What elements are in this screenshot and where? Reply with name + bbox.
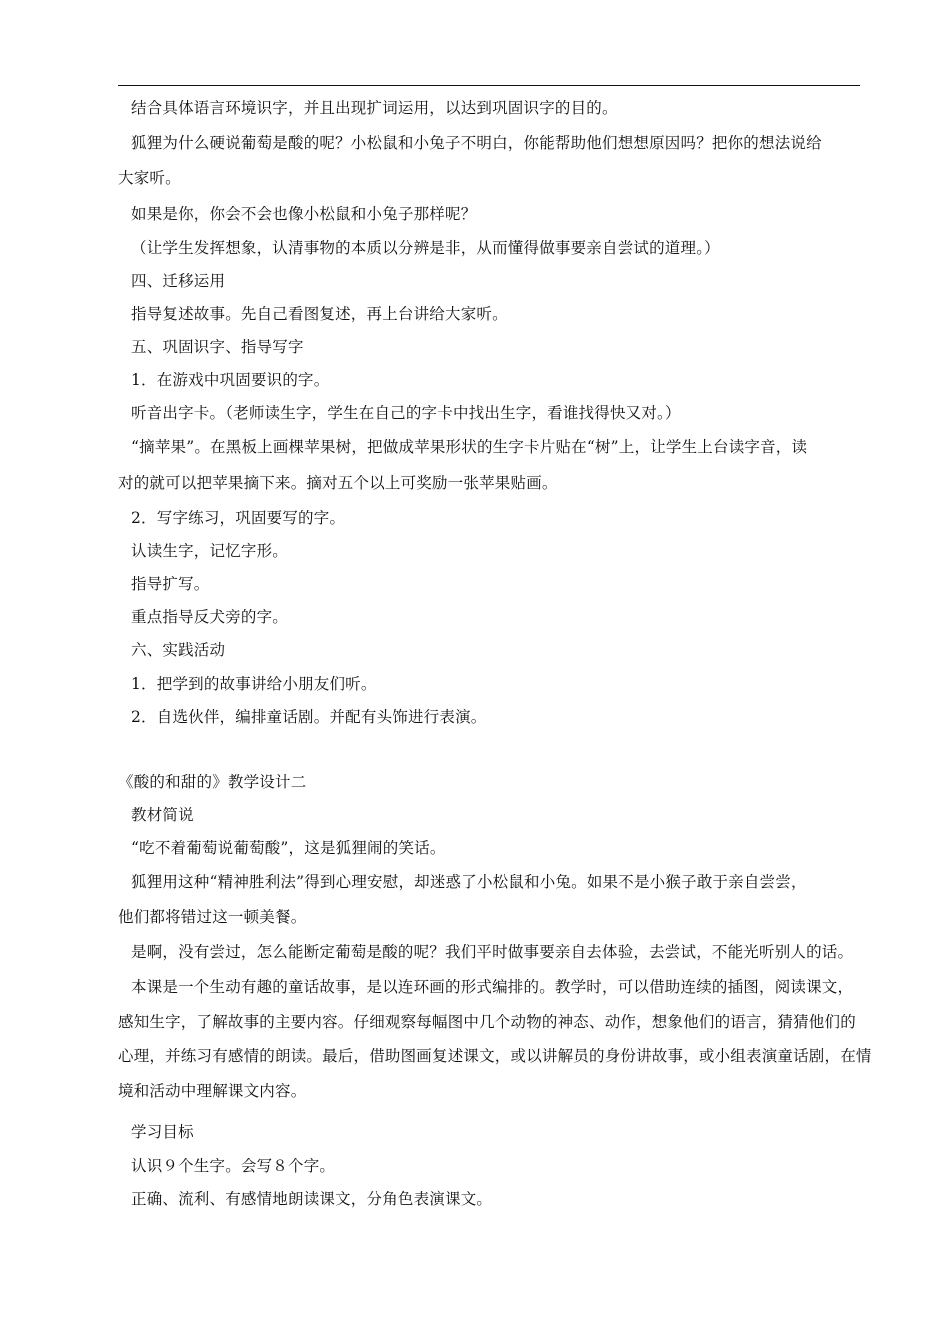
text-line: 是啊，没有尝过，怎么能断定葡萄是酸的呢？我们平时做事要亲自去体验，去尝试，不能光听别人的话。 [131,943,854,961]
header-rule [118,85,860,86]
text-line: 对的就可以把苹果摘下来。摘对五个以上可奖励一张苹果贴画。 [118,474,558,492]
text-line: 重点指导反犬旁的字。 [131,608,289,626]
text-line: 狐狸为什么硬说葡萄是酸的呢？小松鼠和小兔子不明白，你能帮助他们想想原因吗？把你的想法说给 [131,134,822,152]
text-line: 1．在游戏中巩固要识的字。 [131,371,330,389]
text-line: 大家听。 [118,169,181,187]
text-line: 1．把学到的故事讲给小朋友们听。 [131,675,377,693]
text-line: “摘苹果”。在黑板上画棵苹果树，把做成苹果形状的生字卡片贴在“树”上，让学生上台读字音，读 [131,438,808,456]
text-line: 感知生字，了解故事的主要内容。仔细观察每幅图中几个动物的神态、动作，想象他们的语言，猜猜他们的 [118,1013,856,1031]
text-line: “吃不着葡萄说葡萄酸”，这是狐狸闹的笑话。 [131,839,446,857]
text-line: 正确、流利、有感情地朗读课文，分角色表演课文。 [131,1190,493,1208]
text-line: 认读生字，记忆字形。 [131,542,289,560]
text-line: 认识９个生字。会写８个字。 [131,1157,336,1175]
section-heading: 教材简说 [131,806,194,824]
section-heading: 六、实践活动 [131,641,226,659]
text-line: （让学生发挥想象，认清事物的本质以分辨是非，从而懂得做事要亲自尝试的道理。） [131,239,720,257]
text-line: 心理，并练习有感情的朗读。最后，借助图画复述课文，或以讲解员的身份讲故事，或小组表演童话剧，在情 [118,1047,872,1065]
text-line: 狐狸用这种“精神胜利法”得到心理安慰，却迷惑了小松鼠和小兔。如果不是小猴子敢于亲自尝尝， [131,873,807,891]
text-line: 他们都将错过这一顿美餐。 [118,908,307,926]
text-line: 境和活动中理解课文内容。 [118,1082,307,1100]
text-line: 指导复述故事。先自己看图复述，再上台讲给大家听。 [131,305,508,323]
text-line: 如果是你，你会不会也像小松鼠和小兔子那样呢？ [131,205,477,223]
text-line: 2．自选伙伴，编排童话剧。并配有头饰进行表演。 [131,708,487,726]
section-heading: 五、巩固识字、指导写字 [131,338,304,356]
section-heading: 四、迁移运用 [131,272,226,290]
text-line: 听音出字卡。（老师读生字，学生在自己的字卡中找出生字，看谁找得快又对。） [131,404,681,422]
section-heading: 学习目标 [131,1123,194,1141]
document-title: 《酸的和甜的》教学设计二 [118,773,307,791]
text-line: 指导扩写。 [131,575,210,593]
text-line: 2．写字练习，巩固要写的字。 [131,509,346,527]
text-line: 结合具体语言环境识字，并且出现扩词运用，以达到巩固识字的目的。 [131,99,618,117]
text-line: 本课是一个生动有趣的童话故事，是以连环画的形式编排的。教学时，可以借助连续的插图，阅读课文， [131,978,854,996]
